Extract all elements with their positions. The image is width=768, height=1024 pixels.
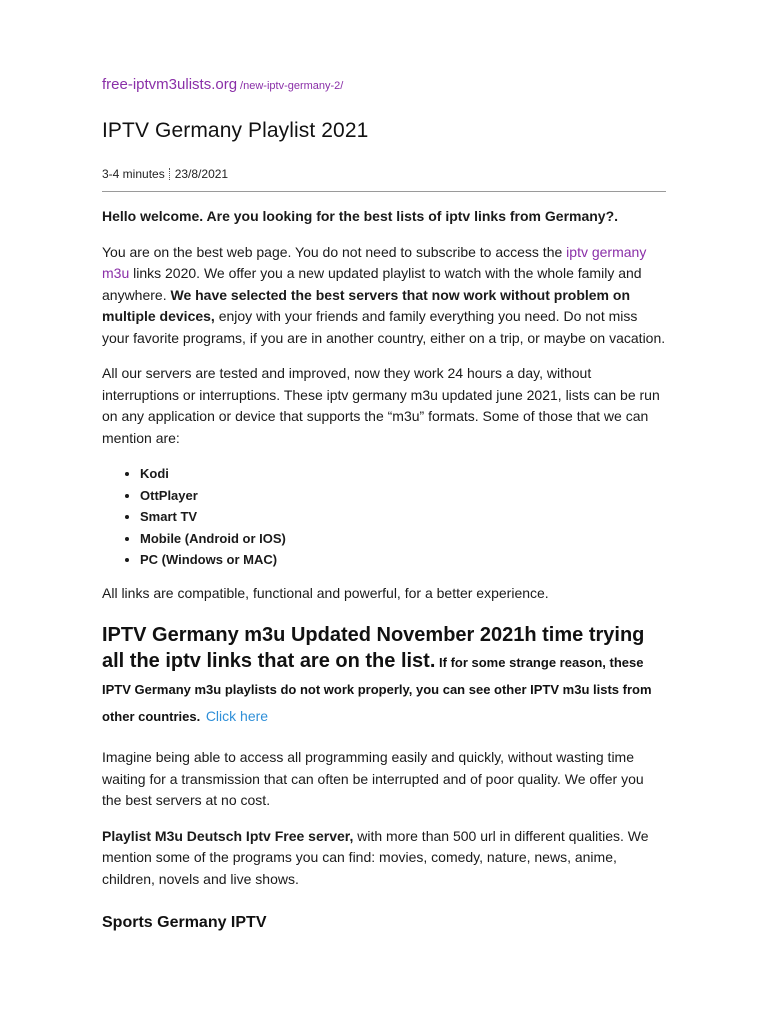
- article-meta: [102, 167, 228, 181]
- p1-text-1: You are on the best web page. You do not need to subscribe to access the: [102, 243, 567, 260]
- intro-paragraph: [102, 206, 666, 228]
- p1-text-3: enjoy with your friends and family everything you need. Do not miss your favorite programs, if you are in another country, either on a trip, or maybe on vacation.: [102, 308, 666, 346]
- iptv-germany-m3u-link[interactable]: iptv germany m3u: [102, 243, 647, 281]
- source-domain-link[interactable]: free-iptvm3ulists.org: [102, 76, 238, 93]
- list-item: • Smart TV: [140, 506, 666, 528]
- paragraph-3: All links are compatible, functional and powerful, for a better experience.: [102, 584, 549, 601]
- article-body: [102, 206, 666, 934]
- p5-text: with more than 500 url in different qualities. We mention some of the programs you can find: movies, comedy, nature, news, anime, children, novels and live shows.: [102, 827, 649, 887]
- p1-text-2: links 2020. We offer you a new updated playlist to watch with the whole family and anywhere.: [102, 265, 642, 303]
- section-heading-updated: [102, 622, 666, 729]
- heading-main-text: IPTV Germany m3u Updated November 2021h time trying all the iptv links that are on the list.: [102, 624, 645, 672]
- page-title: IPTV Germany Playlist 2021: [102, 119, 369, 142]
- read-time: 3-4 minutes: [102, 167, 165, 181]
- publish-date: 23/8/2021: [174, 167, 229, 181]
- p5-bold-text: Playlist M3u Deutsch Iptv Free server,: [102, 827, 354, 844]
- source-line: [102, 76, 343, 94]
- click-here-link[interactable]: Click here: [205, 708, 269, 724]
- p1-bold-text: We have selected the best servers that now work without problem on multiple devices,: [102, 286, 630, 324]
- list-item: • Kodi: [140, 463, 666, 485]
- section-heading-sports: Sports Germany IPTV: [102, 914, 267, 931]
- source-path: /new-iptv-germany-2/: [240, 80, 344, 92]
- heading-small-text: If for some strange reason, these IPTV Germany m3u playlists do not work properly, you can see other IPTV m3u lists from other countries.: [102, 655, 652, 724]
- list-item: • OttPlayer: [140, 485, 666, 507]
- list-item: • Mobile (Android or IOS): [140, 528, 666, 550]
- paragraph-4: Imagine being able to access all programming easily and quickly, without wasting time waiting for a transmission that can often be interrupted and of poor quality. We offer you the best servers at no cost.: [102, 749, 644, 808]
- meta-separator: [169, 168, 171, 180]
- device-list: [102, 463, 666, 571]
- paragraph-5: [102, 826, 666, 891]
- paragraph-1: [102, 242, 666, 350]
- intro-bold-text: Hello welcome. Are you looking for the best lists of iptv links from Germany?.: [102, 208, 619, 224]
- list-item: • PC (Windows or MAC): [140, 549, 666, 571]
- paragraph-2: All our servers are tested and improved, now they work 24 hours a day, without interruptions or interruptions. These iptv germany m3u updated june 2021, lists can be run on any application or device that supports the “m3u” formats. Some of those that we can mention are:: [102, 365, 660, 446]
- header-divider: [102, 191, 666, 192]
